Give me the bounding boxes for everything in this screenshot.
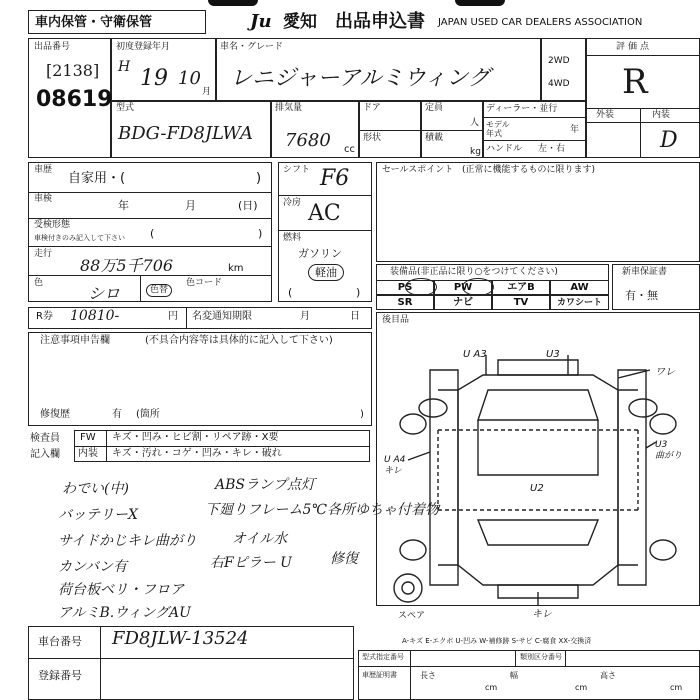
model-year-label: モデル 年式 bbox=[486, 120, 510, 138]
model-spec-label: 型式指定番号 bbox=[362, 653, 404, 661]
diagram-label: U3 bbox=[546, 349, 560, 360]
equipment-pw-circle bbox=[462, 278, 494, 296]
diagram-label: U A3 bbox=[463, 349, 487, 360]
diagram-legend: A-キズ E-エクボ U-凹み W-補修跡 S-サビ C-腐食 XX-交換済 bbox=[402, 637, 592, 645]
eval-score: R bbox=[622, 62, 648, 102]
notification-month: 月 bbox=[300, 311, 310, 322]
handle-options: 左・右 bbox=[538, 144, 566, 154]
diagram-label: U2 bbox=[530, 483, 544, 494]
load-unit: kg bbox=[470, 147, 481, 157]
repair-close: ) bbox=[360, 409, 364, 420]
inspector-row2-label: 内装 bbox=[78, 448, 98, 459]
inspection-label: 車検 bbox=[34, 194, 53, 204]
notification-day: 日 bbox=[350, 311, 360, 322]
mileage-label: 走行 bbox=[34, 249, 53, 259]
sales-point-note: (正常に機能するものに限ります) bbox=[462, 165, 596, 175]
punch-hole-right bbox=[455, 0, 505, 6]
reg-label: 初度登録年月 bbox=[116, 42, 171, 52]
color-label: 色 bbox=[34, 278, 44, 288]
history-label: 車歴 bbox=[34, 165, 53, 175]
drive-4wd: 4WD bbox=[548, 79, 570, 89]
dealer-label: ディーラー・並行 bbox=[486, 104, 558, 114]
repair-part: (箇所 bbox=[136, 409, 160, 420]
reg-month-unit: 月 bbox=[202, 87, 212, 97]
r-ticket-label: R券 bbox=[36, 311, 53, 322]
transfer-close: ) bbox=[258, 227, 263, 240]
hand-note: 修復 bbox=[330, 551, 358, 567]
hand-note: 荷台板ベリ・フロア bbox=[58, 582, 184, 598]
lot-code: [2138] bbox=[46, 61, 100, 80]
exterior-label: 外装 bbox=[596, 110, 615, 120]
inspector-box bbox=[28, 430, 372, 464]
capacity-unit: 人 bbox=[470, 118, 480, 128]
reg-era: H bbox=[118, 59, 131, 75]
storage-notice: 車内保管・守衛保管 bbox=[35, 15, 153, 30]
hand-note: オイル水 bbox=[232, 531, 288, 547]
eval-label: 評価点 bbox=[616, 42, 653, 52]
warranty-value: 有・無 bbox=[625, 289, 658, 302]
displacement-unit: cc bbox=[344, 144, 355, 155]
inspector-row2: キズ・汚れ・コゲ・凹み・キレ・破れ bbox=[112, 448, 282, 459]
carname-label: 車名・グレード bbox=[220, 42, 284, 52]
chassis-label: 車台番号 bbox=[38, 635, 82, 648]
doors-label: ドア bbox=[363, 103, 381, 113]
hand-note: カンバン有 bbox=[58, 559, 128, 575]
hand-note: わでい(中) bbox=[62, 481, 129, 497]
rear-seat-label: 後目品 bbox=[382, 315, 410, 325]
fuel-label: 燃料 bbox=[283, 233, 302, 243]
shift-value: F6 bbox=[320, 166, 350, 191]
equipment-item: PW bbox=[434, 280, 492, 295]
repair-value: 有 bbox=[112, 409, 122, 420]
inspector-fill-label: 記入欄 bbox=[30, 449, 60, 460]
hand-note: 右Fピラー U bbox=[210, 555, 292, 571]
equipment-item: SR bbox=[376, 295, 434, 310]
model-value: BDG-FD8JLWA bbox=[118, 123, 254, 144]
lot-number: 08619 bbox=[36, 87, 113, 112]
model-label: 型式 bbox=[116, 103, 135, 113]
cooling-label: 冷房 bbox=[283, 198, 302, 208]
warranty-label: 新車保証書 bbox=[622, 267, 668, 277]
r-ticket-unit: 円 bbox=[168, 311, 178, 322]
sales-point-label: セールスポイント bbox=[382, 165, 454, 175]
displacement-value: 7680 bbox=[285, 130, 331, 151]
transfer-sub: 車検付きのみ記入して下さい bbox=[34, 234, 125, 242]
diagram-label: U3 曲がり bbox=[655, 440, 683, 461]
year-unit: 年 bbox=[570, 125, 580, 135]
shift-label: シフト bbox=[283, 165, 311, 175]
transfer-open: ( bbox=[150, 227, 155, 240]
inspector-row1: キズ・凹み・ヒビ割・リペア跡・X要 bbox=[112, 432, 279, 443]
handle-label: ハンドル bbox=[486, 144, 523, 154]
equipment-title: 装備品(非正品に限り○をつけてください) bbox=[390, 267, 558, 277]
fuel-gasoline: ガソリン bbox=[298, 247, 342, 260]
diagram-label: キレ bbox=[532, 609, 552, 620]
sales-point-box bbox=[376, 162, 700, 262]
inspector-row1-label: FW bbox=[80, 432, 96, 443]
color-change-label: 色替 bbox=[146, 284, 172, 297]
diagram-label: U A4 キレ bbox=[384, 455, 406, 476]
diagram-label: ワレ bbox=[655, 367, 675, 378]
cm-unit: cm bbox=[575, 683, 588, 692]
hand-note: バッテリーX bbox=[58, 507, 138, 523]
carname-value: レニジャーアルミウィング bbox=[230, 66, 490, 91]
fuel-diesel: 軽油 bbox=[308, 264, 344, 281]
hand-note: ABSランプ点灯 bbox=[215, 477, 315, 493]
equipment-ps-circle bbox=[405, 278, 437, 296]
transfer-label: 受検形態 bbox=[34, 220, 71, 230]
history-close: ) bbox=[256, 171, 262, 186]
color-value: シロ bbox=[88, 284, 121, 303]
lot-label: 出品番号 bbox=[34, 42, 71, 52]
cm-unit: cm bbox=[670, 683, 683, 692]
hand-note: サイドかじキレ曲がり bbox=[58, 533, 197, 549]
equipment-item: AW bbox=[550, 280, 609, 295]
interior-value: D bbox=[660, 128, 678, 153]
length-label: 長さ bbox=[420, 671, 436, 680]
inspector-label: 検査員 bbox=[30, 433, 60, 444]
notification-label: 名変通知期限 bbox=[192, 311, 252, 322]
reg-year: 19 bbox=[140, 66, 168, 91]
r-ticket-value: 10810- bbox=[70, 308, 120, 324]
height-label: 高さ bbox=[600, 671, 616, 680]
reg-number-label: 登録番号 bbox=[38, 669, 82, 682]
storage-notice-box bbox=[28, 10, 206, 34]
class-spec-label: 類別区分番号 bbox=[520, 653, 562, 661]
history-value: 自家用・( bbox=[68, 171, 126, 186]
punch-hole-left bbox=[208, 0, 258, 6]
vehicle-cert-label: 車歴証明書 bbox=[362, 671, 397, 679]
shape-label: 形状 bbox=[363, 133, 382, 143]
mileage-unit: km bbox=[228, 263, 244, 274]
reg-month: 10 bbox=[178, 68, 201, 89]
cm-unit: cm bbox=[485, 683, 498, 692]
notes-box bbox=[28, 332, 372, 426]
inspection-year: 年 bbox=[118, 199, 129, 212]
mileage-value: 88万5千706 bbox=[80, 256, 174, 275]
equipment-item: エアB bbox=[492, 280, 550, 295]
width-label: 幅 bbox=[510, 671, 518, 680]
equipment-item: カワシート bbox=[550, 295, 609, 310]
capacity-label: 定員 bbox=[425, 103, 444, 113]
equipment-item: TV bbox=[492, 295, 550, 310]
title-region: 愛知 bbox=[283, 12, 317, 32]
inspection-month: 月 bbox=[185, 199, 196, 212]
diagram-label: スペア bbox=[398, 611, 426, 621]
page-title: 出品申込書 bbox=[335, 11, 425, 32]
repair-label: 修復歴 bbox=[40, 409, 70, 420]
hand-note: 下廻りフレーム5℃各所ゆちゃ付着物 bbox=[205, 502, 440, 518]
hand-note: アルミB.ウィングAU bbox=[58, 605, 191, 621]
inspection-day: (日) bbox=[238, 199, 258, 212]
chassis-value: FD8JLW-13524 bbox=[112, 628, 249, 649]
notes-sub: (不具合内容等は具体的に記入して下さい) bbox=[145, 335, 333, 346]
notes-label: 注意事項申告欄 bbox=[40, 335, 110, 346]
equipment-item: ナビ bbox=[434, 295, 492, 310]
ju-logo: Ju bbox=[250, 11, 272, 32]
cooling-value: AC bbox=[308, 201, 341, 226]
equipment-item: PS bbox=[376, 280, 434, 295]
title-en: JAPAN USED CAR DEALERS ASSOCIATION bbox=[438, 17, 643, 28]
drive-2wd: 2WD bbox=[548, 56, 570, 66]
displacement-label: 排気量 bbox=[275, 103, 303, 113]
interior-label: 内装 bbox=[652, 110, 671, 120]
load-label: 積載 bbox=[425, 133, 444, 143]
color-code-label: 色コード bbox=[186, 278, 223, 288]
car-damage-diagram bbox=[378, 330, 698, 620]
